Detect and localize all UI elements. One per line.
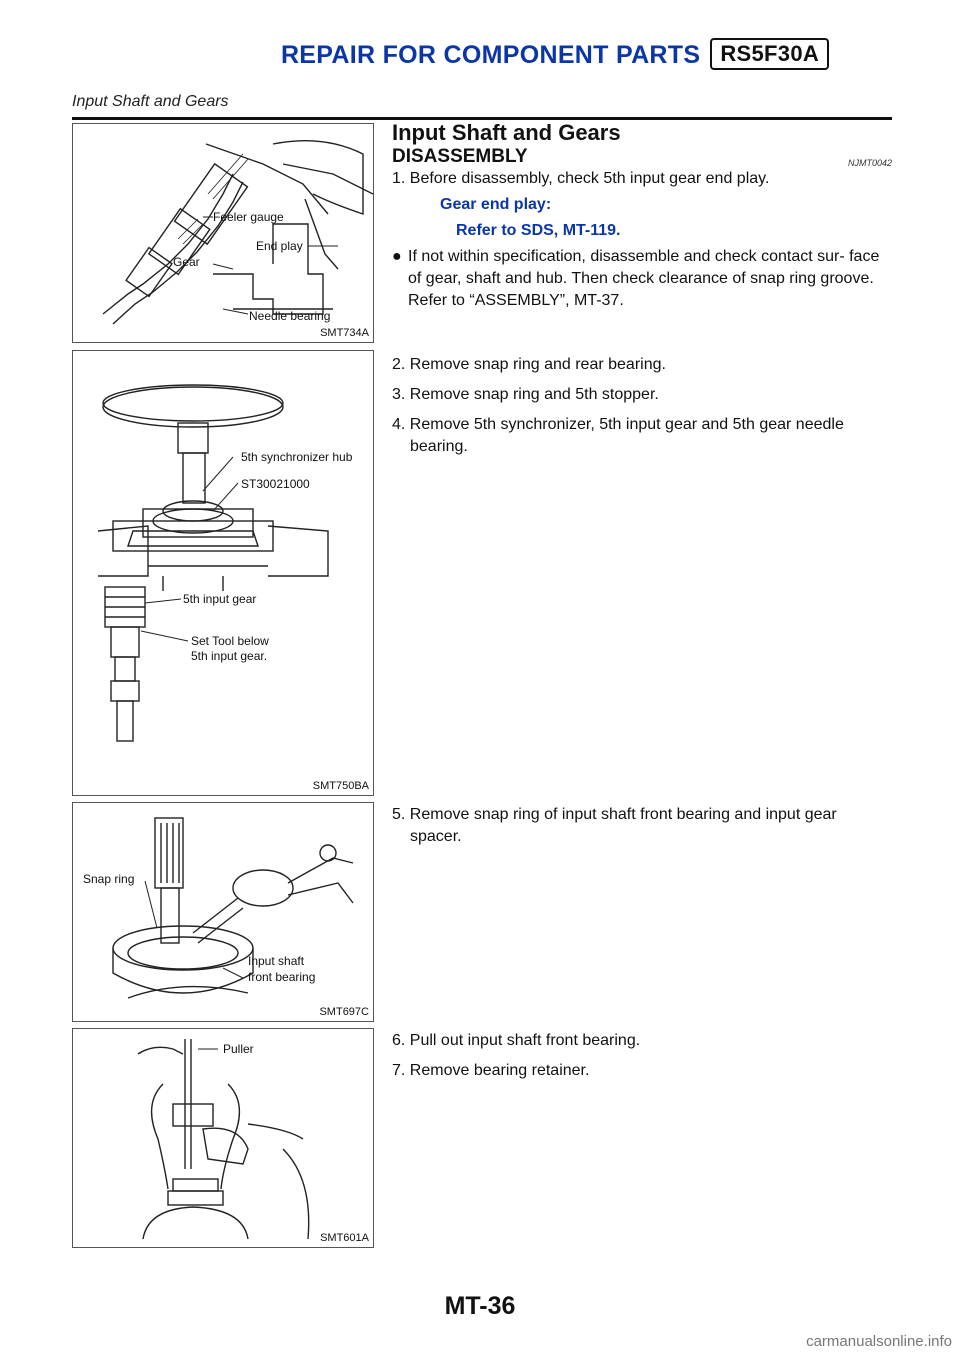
fig3-label-snap-ring: Snap ring: [83, 872, 135, 886]
figure-smt750ba: [72, 350, 374, 796]
figure-smt734a: [72, 123, 374, 343]
fig3-label-input-shaft: Input shaft: [248, 954, 305, 968]
figure-smt601a: [72, 1028, 374, 1248]
figure-caption: SMT601A: [320, 1232, 369, 1244]
fig1-label-end-play: End play: [256, 239, 303, 253]
figure-caption: SMT734A: [320, 327, 369, 339]
fig2-label-st30021000: ST30021000: [241, 477, 310, 491]
fig4-label-puller: Puller: [223, 1042, 254, 1056]
fig2-label-5th-input-gear-2: 5th input gear.: [191, 649, 268, 663]
fig2-label-5th-input-gear: 5th input gear: [183, 592, 257, 606]
step-3: 3. Remove snap ring and 5th stopper.: [392, 386, 659, 403]
watermark: carmanualsonline.info: [806, 1333, 952, 1350]
spec-label: Gear end play:: [440, 196, 552, 213]
header-subtitle: Input Shaft and Gears: [72, 93, 229, 110]
feeler-gauge-illustration: [73, 124, 373, 342]
snap-ring-pliers-illustration: [73, 803, 373, 1021]
puller-illustration: [73, 1029, 373, 1247]
step-2: 2. Remove snap ring and rear bearing.: [392, 356, 666, 373]
figure-caption: SMT750BA: [312, 780, 369, 792]
bullet-icon: ●: [392, 248, 402, 265]
fig2-label-5th-synchronizer-hub: 5th synchronizer hub: [241, 450, 353, 464]
step-6: 6. Pull out input shaft front bearing.: [392, 1032, 641, 1049]
figure-smt697c: [72, 802, 374, 1022]
model-badge: RS5F30A: [710, 38, 829, 70]
step-4: 4. Remove 5th synchronizer, 5th input gear and 5th gear needle bearing.: [392, 416, 844, 455]
steps-5: [392, 804, 892, 848]
section-code: NJMT0042: [847, 158, 892, 168]
spec-value: Refer to SDS, MT-119.: [456, 222, 621, 239]
page-number: MT-36: [444, 1292, 516, 1320]
header-title: REPAIR FOR COMPONENT PARTS: [280, 41, 701, 69]
section-title: Input Shaft and Gears: [392, 120, 621, 145]
steps-2-4: [392, 354, 892, 458]
section-subtitle: [392, 146, 892, 168]
bullet-note: [392, 246, 892, 312]
fig1-label-gear: Gear: [173, 255, 200, 269]
step-7: 7. Remove bearing retainer.: [392, 1062, 590, 1079]
section-disassembly: [392, 120, 892, 312]
page-header: [0, 38, 960, 70]
step-1: 1. Before disassembly, check 5th input gear end play.: [392, 170, 770, 187]
section-subtitle-text: DISASSEMBLY: [392, 146, 528, 167]
fig3-label-front-bearing: front bearing: [248, 970, 316, 984]
synchronizer-removal-illustration: [73, 351, 373, 795]
steps-6-7: [392, 1030, 892, 1082]
fig1-label-feeler-gauge: Feeler gauge: [213, 210, 284, 224]
figure-caption: SMT697C: [319, 1006, 369, 1018]
fig2-label-set-tool-below: Set Tool below: [191, 634, 269, 648]
step-5: 5. Remove snap ring of input shaft front bearing and input gear spacer.: [392, 806, 837, 845]
fig1-label-needle-bearing: Needle bearing: [249, 309, 331, 323]
bullet-text: If not within specification, disassemble and check contact sur- face of gear, shaft and hub. Then check clearance of snap ring groove. Refer to “ASSEMBLY”, MT-37.: [408, 248, 880, 309]
